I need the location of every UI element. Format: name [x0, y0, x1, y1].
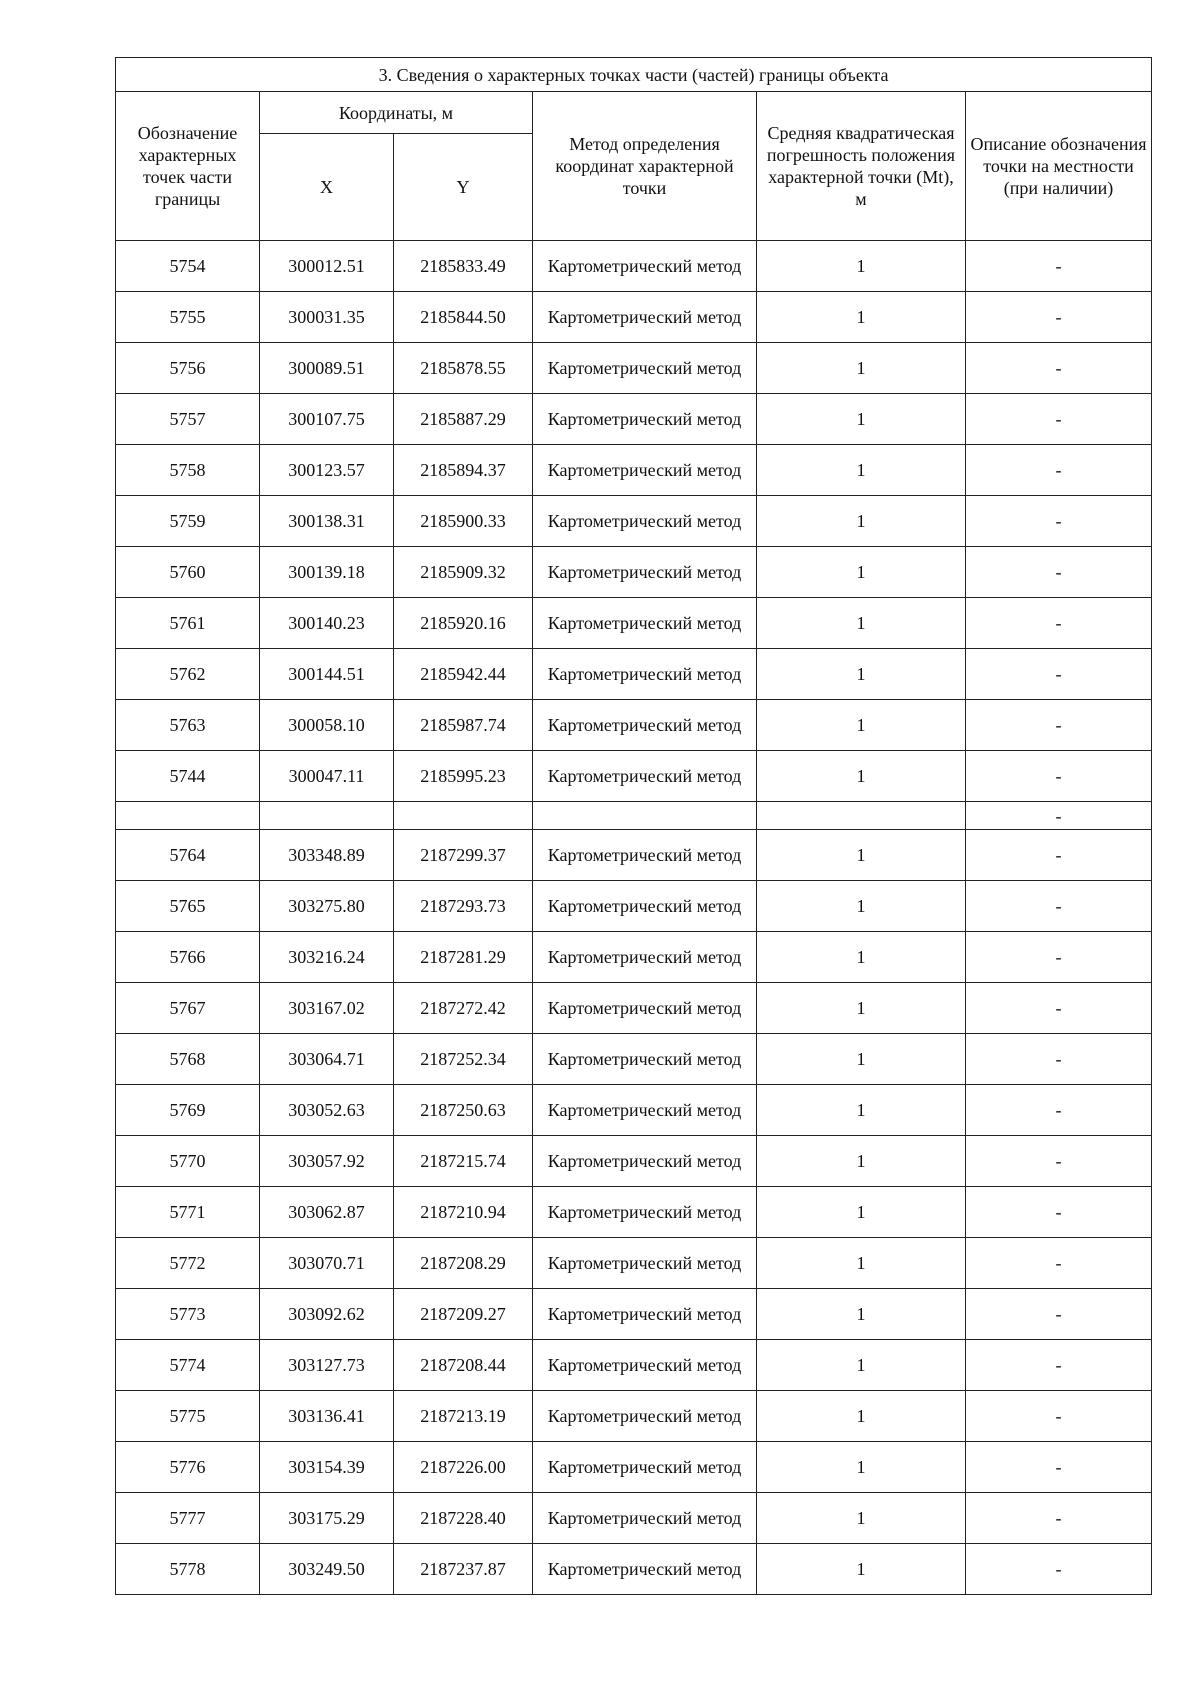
cell-y: 2185900.33 — [394, 496, 533, 547]
cell-method: Картометрический метод — [533, 1289, 757, 1340]
cell-y — [394, 802, 533, 830]
cell-x: 303064.71 — [260, 1034, 394, 1085]
cell-accuracy: 1 — [757, 1187, 966, 1238]
cell-x: 300012.51 — [260, 241, 394, 292]
cell-x: 303136.41 — [260, 1391, 394, 1442]
table-row — [116, 343, 1152, 394]
cell-accuracy: 1 — [757, 1085, 966, 1136]
cell-accuracy: 1 — [757, 1136, 966, 1187]
cell-accuracy: 1 — [757, 1238, 966, 1289]
cell-x: 303348.89 — [260, 830, 394, 881]
cell-x: 303070.71 — [260, 1238, 394, 1289]
cell-method: Картометрический метод — [533, 1391, 757, 1442]
cell-point: 5770 — [116, 1136, 260, 1187]
cell-x: 300139.18 — [260, 547, 394, 598]
cell-description: - — [966, 1085, 1152, 1136]
cell-accuracy: 1 — [757, 932, 966, 983]
cell-x: 300107.75 — [260, 394, 394, 445]
cell-point: 5760 — [116, 547, 260, 598]
cell-accuracy: 1 — [757, 751, 966, 802]
table-row — [116, 1136, 1152, 1187]
cell-method: Картометрический метод — [533, 700, 757, 751]
cell-accuracy: 1 — [757, 881, 966, 932]
cell-description: - — [966, 547, 1152, 598]
cell-y: 2185887.29 — [394, 394, 533, 445]
cell-x: 303216.24 — [260, 932, 394, 983]
cell-y: 2187208.44 — [394, 1340, 533, 1391]
cell-description: - — [966, 445, 1152, 496]
table-row — [116, 802, 1152, 830]
cell-accuracy: 1 — [757, 1493, 966, 1544]
cell-point: 5773 — [116, 1289, 260, 1340]
cell-point: 5772 — [116, 1238, 260, 1289]
cell-y: 2185987.74 — [394, 700, 533, 751]
cell-accuracy: 1 — [757, 496, 966, 547]
cell-y: 2187272.42 — [394, 983, 533, 1034]
table-row — [116, 292, 1152, 343]
cell-point: 5758 — [116, 445, 260, 496]
cell-method: Картометрический метод — [533, 1136, 757, 1187]
cell-accuracy: 1 — [757, 445, 966, 496]
table-row — [116, 598, 1152, 649]
cell-description: - — [966, 1493, 1152, 1544]
cell-description: - — [966, 1136, 1152, 1187]
cell-accuracy: 1 — [757, 1391, 966, 1442]
cell-x: 303154.39 — [260, 1442, 394, 1493]
cell-accuracy — [757, 802, 966, 830]
cell-description: - — [966, 751, 1152, 802]
header-description: Описание обозначения точки на местности (при наличии) — [966, 92, 1152, 241]
table-row — [116, 1391, 1152, 1442]
cell-method: Картометрический метод — [533, 1442, 757, 1493]
cell-y: 2185909.32 — [394, 547, 533, 598]
table-row — [116, 445, 1152, 496]
cell-y: 2185942.44 — [394, 649, 533, 700]
table-row — [116, 751, 1152, 802]
table-row — [116, 547, 1152, 598]
cell-accuracy: 1 — [757, 1544, 966, 1595]
table-row — [116, 496, 1152, 547]
cell-description: - — [966, 700, 1152, 751]
cell-method: Картометрический метод — [533, 394, 757, 445]
cell-y: 2187215.74 — [394, 1136, 533, 1187]
cell-point: 5778 — [116, 1544, 260, 1595]
cell-y: 2185995.23 — [394, 751, 533, 802]
cell-accuracy: 1 — [757, 598, 966, 649]
cell-point — [116, 802, 260, 830]
table-row — [116, 1289, 1152, 1340]
cell-method: Картометрический метод — [533, 649, 757, 700]
cell-point: 5776 — [116, 1442, 260, 1493]
table-row — [116, 241, 1152, 292]
table-row — [116, 1340, 1152, 1391]
cell-x — [260, 802, 394, 830]
cell-point: 5775 — [116, 1391, 260, 1442]
cell-method: Картометрический метод — [533, 343, 757, 394]
cell-method: Картометрический метод — [533, 983, 757, 1034]
cell-description: - — [966, 1544, 1152, 1595]
cell-point: 5754 — [116, 241, 260, 292]
cell-description: - — [966, 932, 1152, 983]
cell-x: 303127.73 — [260, 1340, 394, 1391]
cell-y: 2185920.16 — [394, 598, 533, 649]
cell-point: 5774 — [116, 1340, 260, 1391]
cell-description: - — [966, 830, 1152, 881]
cell-point: 5764 — [116, 830, 260, 881]
cell-x: 303167.02 — [260, 983, 394, 1034]
cell-point: 5767 — [116, 983, 260, 1034]
cell-description: - — [966, 394, 1152, 445]
cell-point: 5769 — [116, 1085, 260, 1136]
table-row — [116, 830, 1152, 881]
header-coordinates: Координаты, м — [260, 92, 533, 134]
cell-point: 5744 — [116, 751, 260, 802]
cell-description: - — [966, 983, 1152, 1034]
cell-method: Картометрический метод — [533, 292, 757, 343]
boundary-points-table — [115, 57, 1152, 1595]
cell-point: 5765 — [116, 881, 260, 932]
cell-method: Картометрический метод — [533, 496, 757, 547]
table-row — [116, 700, 1152, 751]
cell-y: 2187252.34 — [394, 1034, 533, 1085]
table-body — [116, 241, 1152, 1595]
cell-method: Картометрический метод — [533, 830, 757, 881]
cell-y: 2185878.55 — [394, 343, 533, 394]
table-row — [116, 1544, 1152, 1595]
cell-x: 303057.92 — [260, 1136, 394, 1187]
cell-x: 303062.87 — [260, 1187, 394, 1238]
table-row — [116, 983, 1152, 1034]
cell-description: - — [966, 343, 1152, 394]
cell-x: 300123.57 — [260, 445, 394, 496]
cell-method: Картометрический метод — [533, 445, 757, 496]
cell-method: Картометрический метод — [533, 932, 757, 983]
cell-y: 2187293.73 — [394, 881, 533, 932]
cell-accuracy: 1 — [757, 1442, 966, 1493]
table-title: 3. Сведения о характерных точках части (частей) границы объекта — [116, 58, 1152, 92]
cell-method: Картометрический метод — [533, 1544, 757, 1595]
header-y: Y — [394, 134, 533, 241]
cell-accuracy: 1 — [757, 241, 966, 292]
header-accuracy: Средняя квадратическая погрешность положения характерной точки (Mt), м — [757, 92, 966, 241]
cell-description: - — [966, 241, 1152, 292]
cell-accuracy: 1 — [757, 292, 966, 343]
cell-method: Картометрический метод — [533, 241, 757, 292]
table-row — [116, 1085, 1152, 1136]
cell-y: 2187299.37 — [394, 830, 533, 881]
cell-x: 303092.62 — [260, 1289, 394, 1340]
cell-y: 2187237.87 — [394, 1544, 533, 1595]
header-method: Метод определения координат характерной точки — [533, 92, 757, 241]
cell-description: - — [966, 881, 1152, 932]
cell-accuracy: 1 — [757, 547, 966, 598]
cell-point: 5766 — [116, 932, 260, 983]
cell-description: - — [966, 1340, 1152, 1391]
cell-method: Картометрический метод — [533, 1493, 757, 1544]
cell-description: - — [966, 802, 1152, 830]
table-row — [116, 932, 1152, 983]
cell-y: 2185894.37 — [394, 445, 533, 496]
table-row — [116, 881, 1152, 932]
table-row — [116, 1187, 1152, 1238]
cell-point: 5768 — [116, 1034, 260, 1085]
cell-x: 300089.51 — [260, 343, 394, 394]
cell-description: - — [966, 1187, 1152, 1238]
cell-x: 303249.50 — [260, 1544, 394, 1595]
cell-method: Картометрический метод — [533, 881, 757, 932]
cell-point: 5777 — [116, 1493, 260, 1544]
cell-x: 300138.31 — [260, 496, 394, 547]
cell-y: 2187226.00 — [394, 1442, 533, 1493]
cell-accuracy: 1 — [757, 343, 966, 394]
cell-description: - — [966, 1289, 1152, 1340]
cell-accuracy: 1 — [757, 983, 966, 1034]
cell-y: 2185844.50 — [394, 292, 533, 343]
cell-accuracy: 1 — [757, 394, 966, 445]
cell-x: 303175.29 — [260, 1493, 394, 1544]
cell-y: 2187213.19 — [394, 1391, 533, 1442]
cell-description: - — [966, 1238, 1152, 1289]
cell-method: Картометрический метод — [533, 1034, 757, 1085]
cell-point: 5762 — [116, 649, 260, 700]
cell-x: 300058.10 — [260, 700, 394, 751]
cell-method: Картометрический метод — [533, 1340, 757, 1391]
cell-accuracy: 1 — [757, 1034, 966, 1085]
table-row — [116, 1493, 1152, 1544]
header-x: X — [260, 134, 394, 241]
cell-x: 300140.23 — [260, 598, 394, 649]
cell-y: 2187209.27 — [394, 1289, 533, 1340]
cell-accuracy: 1 — [757, 649, 966, 700]
cell-point: 5761 — [116, 598, 260, 649]
cell-method: Картометрический метод — [533, 1187, 757, 1238]
cell-description: - — [966, 598, 1152, 649]
cell-y: 2187210.94 — [394, 1187, 533, 1238]
cell-x: 300031.35 — [260, 292, 394, 343]
cell-description: - — [966, 1034, 1152, 1085]
cell-y: 2187208.29 — [394, 1238, 533, 1289]
cell-method: Картометрический метод — [533, 547, 757, 598]
cell-x: 300144.51 — [260, 649, 394, 700]
cell-x: 303052.63 — [260, 1085, 394, 1136]
cell-y: 2187250.63 — [394, 1085, 533, 1136]
cell-description: - — [966, 496, 1152, 547]
cell-method — [533, 802, 757, 830]
cell-accuracy: 1 — [757, 1289, 966, 1340]
cell-description: - — [966, 1442, 1152, 1493]
table-row — [116, 394, 1152, 445]
cell-point: 5771 — [116, 1187, 260, 1238]
cell-description: - — [966, 1391, 1152, 1442]
cell-point: 5763 — [116, 700, 260, 751]
cell-method: Картометрический метод — [533, 598, 757, 649]
cell-accuracy: 1 — [757, 830, 966, 881]
cell-y: 2187281.29 — [394, 932, 533, 983]
table-row — [116, 1238, 1152, 1289]
cell-accuracy: 1 — [757, 1340, 966, 1391]
cell-description: - — [966, 292, 1152, 343]
cell-point: 5759 — [116, 496, 260, 547]
cell-point: 5756 — [116, 343, 260, 394]
table-row — [116, 1442, 1152, 1493]
table-row — [116, 1034, 1152, 1085]
cell-point: 5755 — [116, 292, 260, 343]
cell-y: 2187228.40 — [394, 1493, 533, 1544]
cell-description: - — [966, 649, 1152, 700]
table-row — [116, 649, 1152, 700]
cell-x: 303275.80 — [260, 881, 394, 932]
cell-point: 5757 — [116, 394, 260, 445]
cell-method: Картометрический метод — [533, 1238, 757, 1289]
cell-y: 2185833.49 — [394, 241, 533, 292]
cell-method: Картометрический метод — [533, 1085, 757, 1136]
header-designation: Обозначение характерных точек части границы — [116, 92, 260, 241]
cell-x: 300047.11 — [260, 751, 394, 802]
cell-accuracy: 1 — [757, 700, 966, 751]
cell-method: Картометрический метод — [533, 751, 757, 802]
